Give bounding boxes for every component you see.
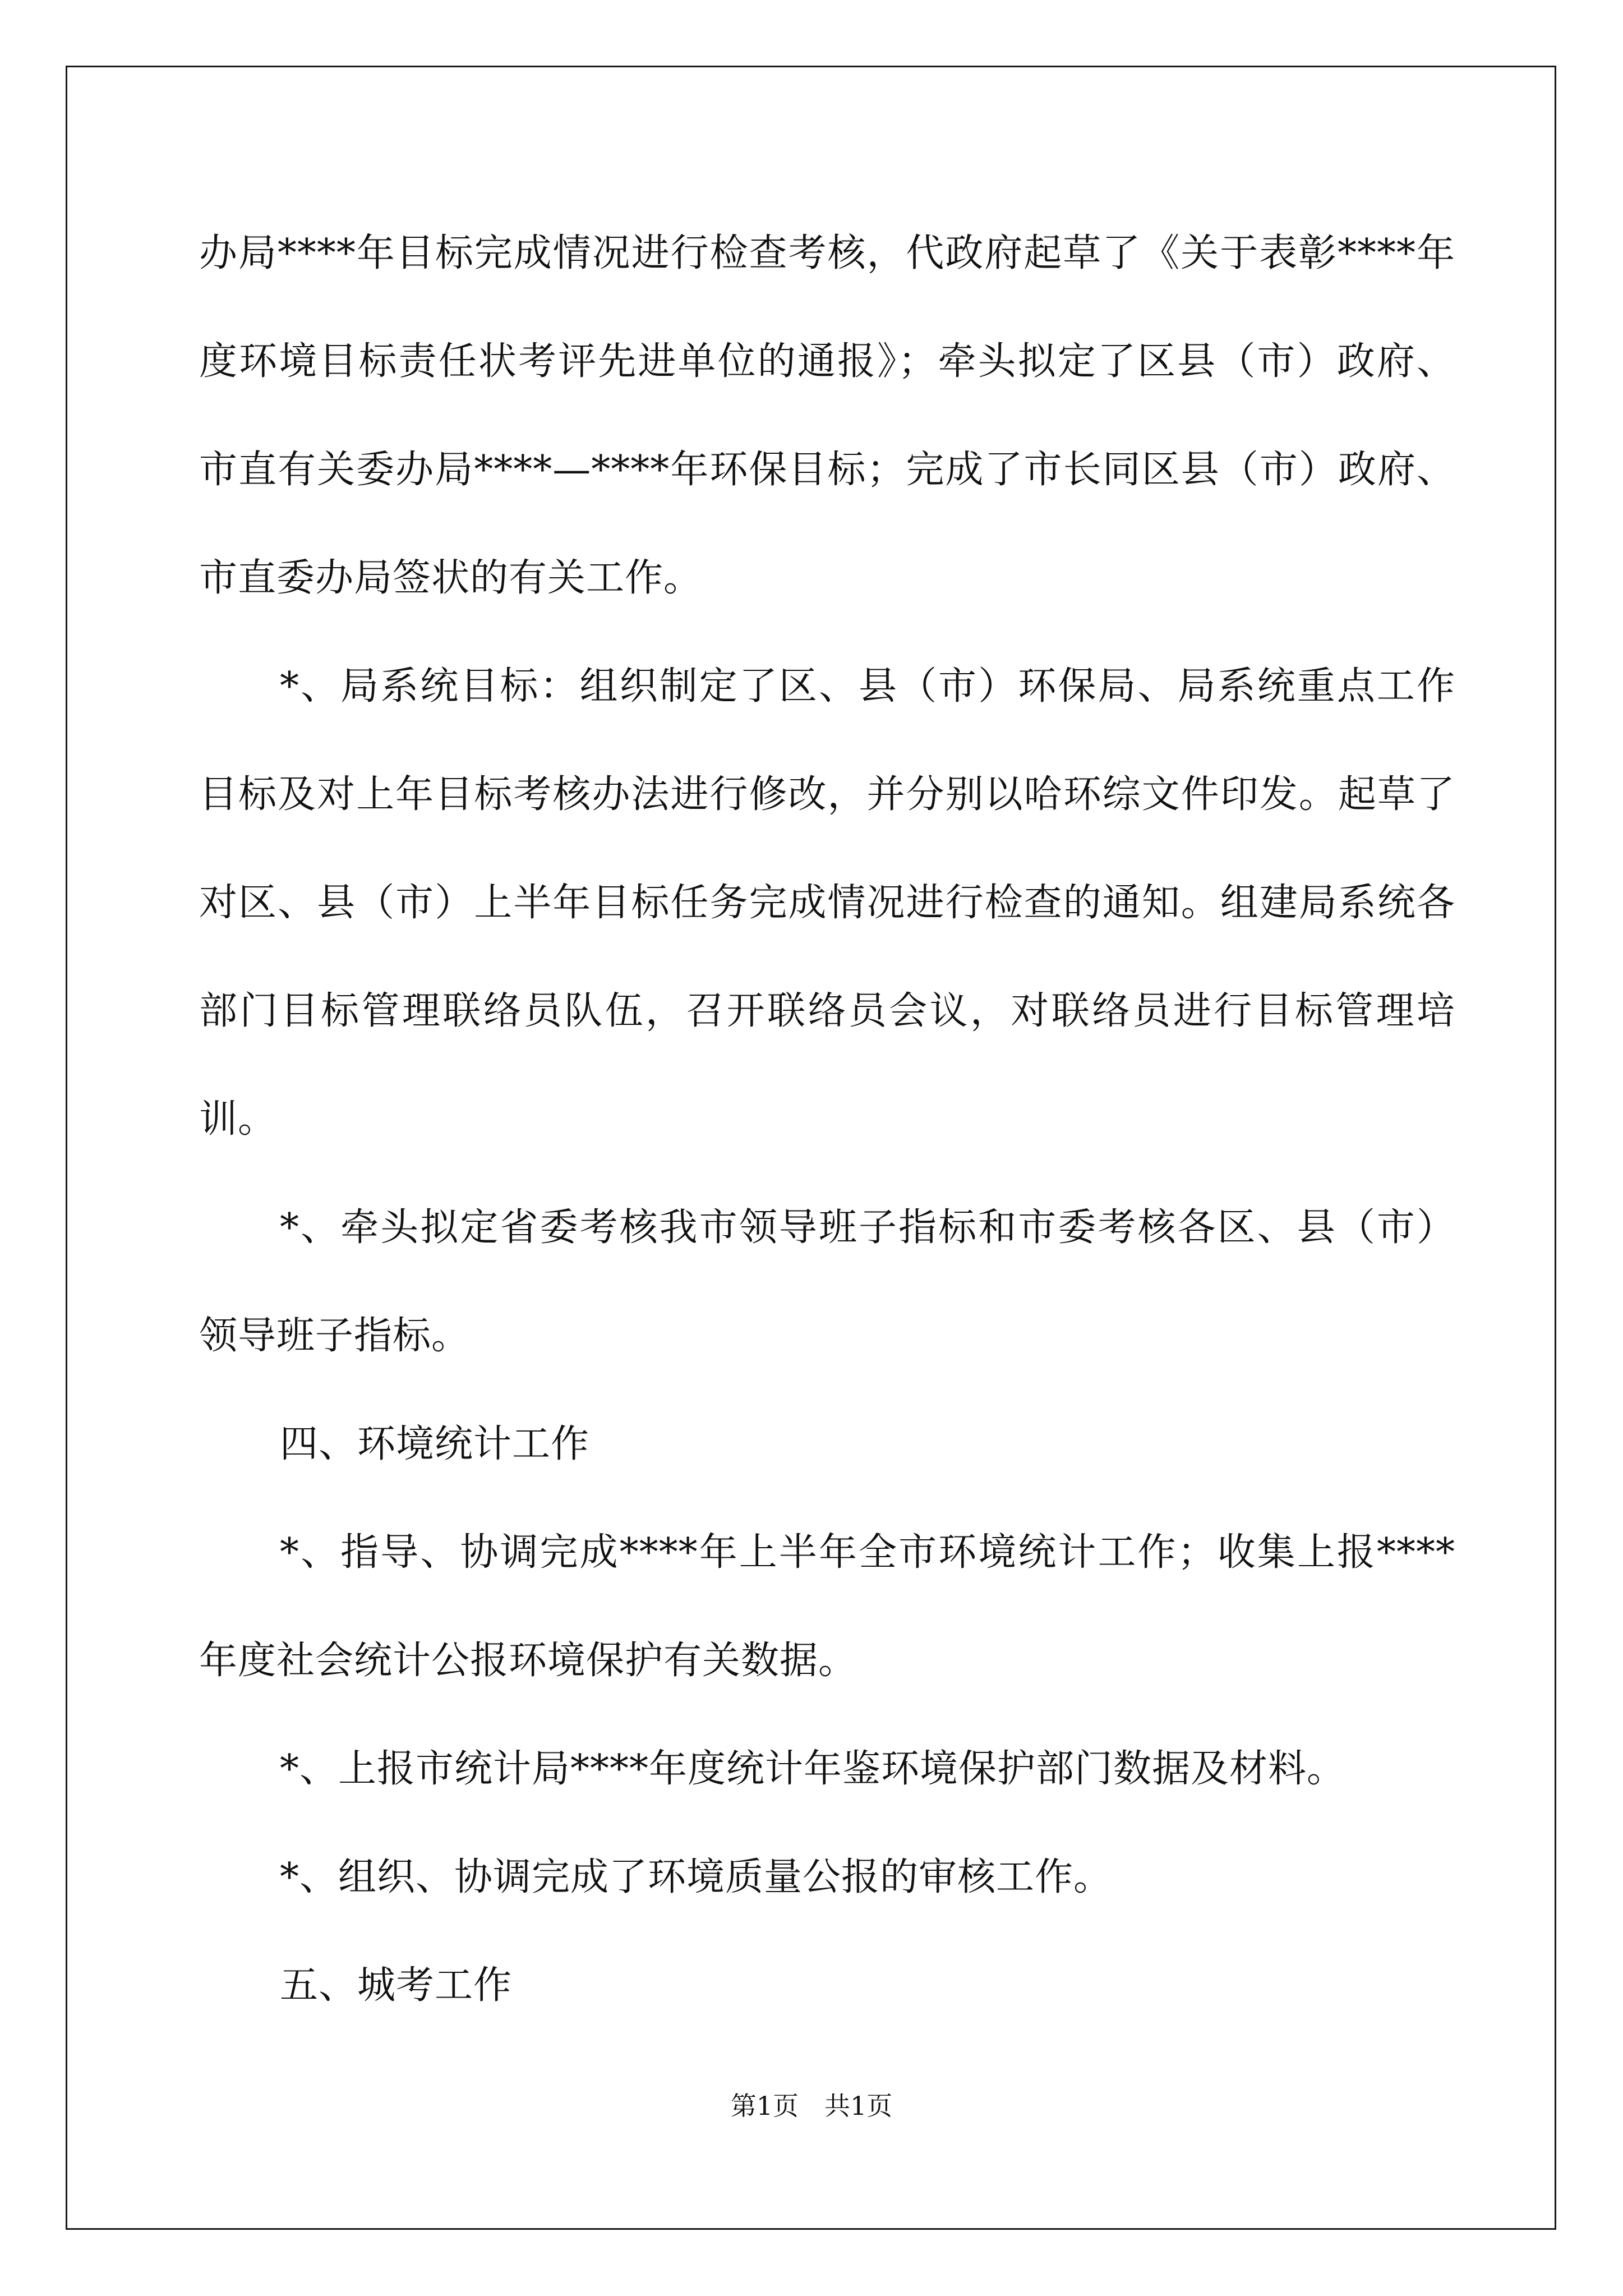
page-number-footer: 第1页 共1页 (730, 2091, 893, 2121)
section-heading-4: 四、环境统计工作 (280, 1422, 590, 1466)
paragraph-1: 办局****年目标完成情况进行检查考核，代政府起草了《关于表彰****年度环境目标责任状考评先进单位的通报》；牵头拟定了区县（市）政府、市直有关委办局****—****年环保目标；完成了市长同区县（市）政府、市直委办局签状的有关工作。 (199, 231, 1455, 600)
document-body (199, 199, 1455, 2040)
section-heading-5: 五、城考工作 (280, 1963, 513, 2008)
paragraph-3: *、牵头拟定省委考核我市领导班子指标和市委考核各区、县（市）领导班子指标。 (199, 1205, 1455, 1358)
paragraph-2: *、局系统目标：组织制定了区、县（市）环保局、局系统重点工作目标及对上年目标考核办法进行修改，并分别以哈环综文件印发。起草了对区、县（市）上半年目标任务完成情况进行检查的通知。组建局系统各部门目标管理联络员队伍，召开联络员会议，对联络员进行目标管理培训。 (199, 664, 1455, 1142)
paragraph-7: *、组织、协调完成了环境质量公报的审核工作。 (280, 1855, 1113, 1899)
paragraph-6: *、上报市统计局****年度统计年鉴环境保护部门数据及材料。 (280, 1747, 1346, 1791)
paragraph-5: *、指导、协调完成****年上半年全市环境统计工作；收集上报****年度社会统计公报环境保护有关数据。 (199, 1530, 1455, 1683)
